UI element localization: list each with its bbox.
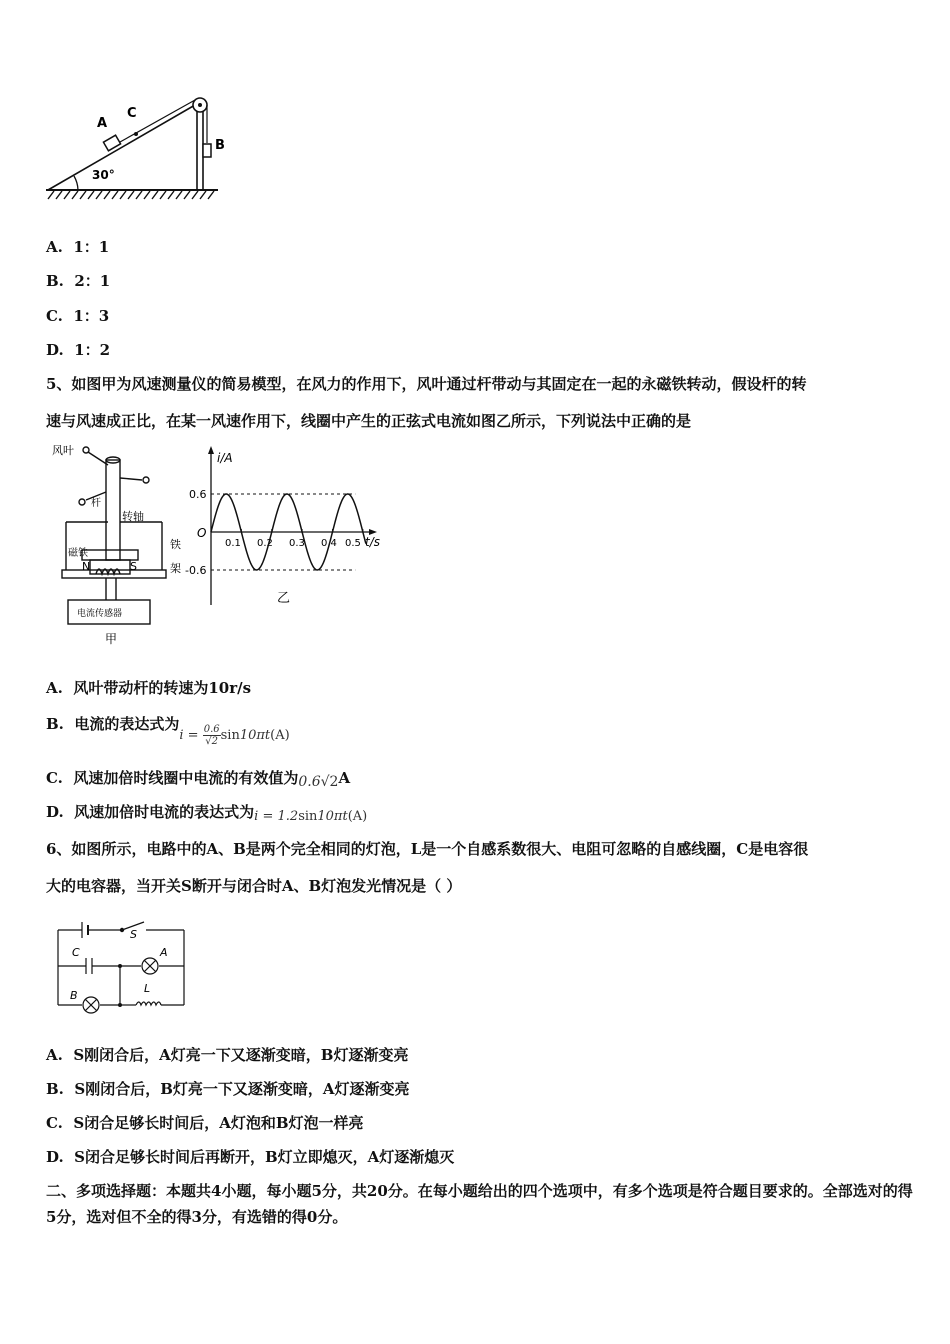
tiejia-label-2: 架 [170,562,181,575]
label-b: B [215,138,225,153]
option-letter: A. [46,679,63,697]
q4-option-a[interactable] [46,236,109,257]
x-tick-2: 0.2 [257,538,273,549]
option-text: S刚闭合后，B灯亮一下又逐渐变暗，A灯逐渐变亮 [74,1080,410,1098]
angle-label: 30° [92,168,115,182]
label-c: C [127,106,137,121]
yi-caption: 乙 [277,591,291,606]
q4-option-c[interactable] [46,305,109,326]
origin-label: O [197,526,207,540]
fengye-label: 风叶 [52,444,74,457]
option-text: S闭合足够长时间后，A灯泡和B灯泡一样亮 [73,1114,364,1132]
q5-option-c[interactable]: C. 风速加倍时线圈中电流的有效值为0.6√2A [46,769,351,790]
q6-option-c[interactable] [46,1112,364,1133]
option-text: 风速加倍时线圈中电流的有效值为 [73,769,299,787]
label-a: A [97,116,108,131]
capacitor-label: C [72,946,80,959]
formula-d: i = 1.2sin10πt(A) [254,809,368,824]
option-letter: B. [46,1080,64,1098]
zhuanzhou-label: 转轴 [122,510,144,523]
q4-option-d[interactable] [46,339,110,360]
formula-c: 0.6√2 [298,774,339,790]
citie-label: 磁铁 [68,548,88,559]
s-pole-label: S [130,560,137,573]
q6-stem-line-1: 6、如图所示，电路中的A、B是两个完全相同的灯泡，L是一个自感系数很大、电阻可忽略的自感线圈，C是电容很 [46,840,809,858]
option-letter: C. [46,769,63,787]
x-tick-1: 0.1 [225,538,241,549]
option-letter: C. [46,1114,63,1132]
n-pole-label: N [82,560,91,573]
option-text: 2：1 [74,272,111,290]
option-text: 电流的表达式为 [74,715,180,733]
option-text: 风叶带动杆的转速为10r/s [73,679,252,697]
option-text: S闭合足够长时间后再断开，B灯立即熄灭，A灯逐渐熄灭 [74,1148,455,1166]
section-2-instructions: 二、多项选择题：本题共4小题，每小题5分，共20分。在每小题给出的四个选项中，有多个选项是符合题目要求的。全部选对的得5分，选对但不全的得3分，有选错的得0分。 [46,1182,913,1226]
gan-label: 杆 [91,498,101,509]
x-tick-5: 0.5 [345,538,361,549]
y-min-label: -0.6 [185,564,207,577]
y-axis-arrow [208,446,214,454]
y-axis-label: i/A [217,451,233,465]
lamp-a-label: A [160,946,168,959]
x-tick-4: 0.4 [321,538,337,549]
option-letter: D. [46,803,64,821]
option-text: 1：2 [74,341,111,359]
option-letter: C. [46,307,63,325]
q5-option-d[interactable] [46,801,367,822]
y-max-label: 0.6 [189,488,207,501]
sensor-label: 电流传感器 [77,609,123,619]
sine-current-chart [185,440,385,610]
tiejia-label-1: 铁 [170,538,181,551]
q5-option-a[interactable] [46,677,251,698]
lamp-b-label: B [70,989,78,1002]
q6-stem-line-2: 大的电容器，当开关S断开与闭合时A、B灯泡发光情况是（ ） [46,877,462,895]
q4-option-b[interactable] [46,270,110,291]
q6-option-b[interactable] [46,1078,410,1099]
wind-meter-figure [50,440,190,650]
jia-caption: 甲 [105,632,118,646]
q6-option-a[interactable] [46,1044,408,1065]
q6-option-d[interactable] [46,1146,454,1167]
option-letter: B. [46,715,64,733]
x-tick-3: 0.3 [289,538,305,549]
inductor-label: L [144,982,151,995]
q5-stem-line-2: 速与风速成正比，在某一风速作用下，线圈中产生的正弦式电流如图乙所示，下列说法中正确的是 [46,412,692,430]
q5-stem-line-1: 5、如图甲为风速测量仪的简易模型，在风力的作用下，风叶通过杆带动与其固定在一起的永磁铁转动，假设杆的转 [46,375,807,393]
option-text: 1：3 [73,307,110,325]
option-text: 风速加倍时电流的表达式为 [74,803,255,821]
option-letter: D. [46,1148,64,1166]
option-letter: A. [46,238,63,256]
incline-pulley-figure [40,90,230,205]
option-letter: B. [46,272,64,290]
option-letter: D. [46,341,64,359]
circuit-figure [50,910,195,1015]
x-axis-label: t/s [365,535,380,549]
switch-label: S [130,928,137,941]
formula-b: i = $\frac{0.6}{√2}$ sin10πt(A) [179,724,290,747]
q5-option-b[interactable] [46,713,290,747]
fraction: $\frac{0.6}{√2}$ [203,724,220,747]
option-text: S刚闭合后，A灯亮一下又逐渐变暗，B灯逐渐变亮 [73,1046,409,1064]
option-text: 1：1 [73,238,110,256]
option-letter: A. [46,1046,63,1064]
